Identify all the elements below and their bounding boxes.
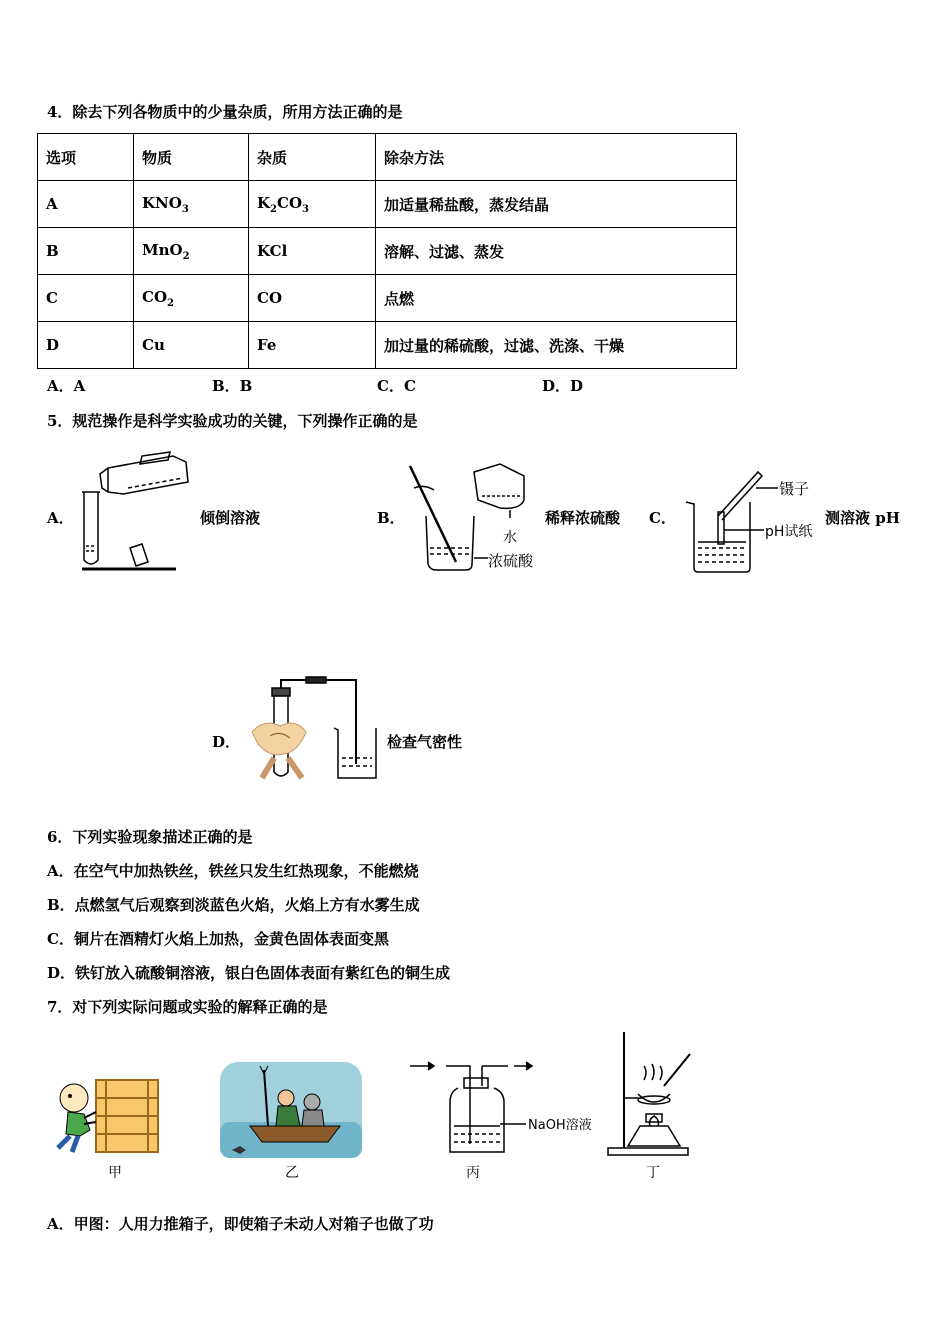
dilute-sulfuric-acid-illustration [400,458,545,576]
tweezers-label: 镊子 [779,480,810,498]
q5-option-c-label[interactable]: C． [649,509,676,527]
q4-choice-c[interactable]: C．C [377,377,416,395]
row-option: A [38,181,134,228]
row-method: 加过量的稀硫酸，过滤、洗涤、干燥 [376,322,737,369]
q7-option-a[interactable]: A．甲图：人用力推箱子，即使箱子未动人对箱子也做了功 [47,1215,434,1233]
header-method: 除杂方法 [376,134,737,181]
row-impurity: KCl [249,228,376,275]
header-substance: 物质 [134,134,249,181]
gas-wash-bottle-illustration [408,1056,606,1160]
table-row [38,275,737,322]
q4-choice-a[interactable]: A．A [47,377,86,395]
ph-paper-label: pH试纸 [765,524,813,540]
row-option: C [38,275,134,322]
conc-acid-label: 浓硫酸 [488,552,534,570]
row-option: B [38,228,134,275]
evaporation-setup-illustration [604,1030,696,1158]
q6-option-c[interactable]: C．铜片在酒精灯火焰上加热，金黄色固体表面变黑 [47,930,389,948]
q4-table [37,133,737,369]
row-option: D [38,322,134,369]
q7-caption-bing: 丙 [466,1165,480,1181]
q4-stem: 4．除去下列各物质中的少量杂质，所用方法正确的是 [47,103,403,121]
q6-option-a[interactable]: A．在空气中加热铁丝，铁丝只发生红热现象，不能燃烧 [47,862,419,880]
push-box-illustration [50,1074,162,1156]
row-substance: Cu [134,322,249,369]
q6-stem: 6．下列实验现象描述正确的是 [47,828,253,846]
naoh-label: NaOH溶液 [528,1118,592,1133]
table-row [38,181,737,228]
table-row [38,322,737,369]
q5-option-b-caption: 稀释浓硫酸 [545,509,621,527]
q6-option-d[interactable]: D．铁钉放入硫酸铜溶液，银白色固体表面有紫红色的铜生成 [47,964,451,982]
q6-option-b[interactable]: B．点燃氢气后观察到淡蓝色火焰，火焰上方有水雾生成 [47,896,420,914]
q7-caption-ding: 丁 [646,1165,660,1181]
q5-option-d-caption: 检查气密性 [387,733,463,751]
q7-caption-yi: 乙 [285,1165,299,1181]
q5-stem: 5．规范操作是科学实验成功的关键，下列操作正确的是 [47,412,418,430]
q7-caption-jia: 甲 [108,1165,122,1181]
airtightness-check-illustration [244,674,384,786]
q5-option-d-label[interactable]: D． [212,733,241,751]
table-header-row [38,134,737,181]
row-impurity: CO [249,275,376,322]
row-substance: MnO$_2$ [134,228,249,275]
row-method: 点燃 [376,275,737,322]
row-impurity: Fe [249,322,376,369]
row-substance: $KNO_3$ [134,181,249,228]
q5-option-c-caption: 测溶液 pH [825,509,900,527]
q5-option-a-caption: 倾倒溶液 [200,509,261,527]
q5-option-b-label[interactable]: B． [377,509,405,527]
row-method: 溶解、过滤、蒸发 [376,228,737,275]
q7-stem: 7．对下列实际问题或实验的解释正确的是 [47,998,328,1016]
measure-ph-illustration [682,468,822,578]
header-impurity: 杂质 [249,134,376,181]
water-label: 水 [503,530,517,546]
header-option: 选项 [38,134,134,181]
table-row [38,228,737,275]
row-substance: $CO_2$ [134,275,249,322]
q4-choice-d[interactable]: D．D [542,377,584,395]
pouring-solution-illustration [78,448,193,574]
row-impurity: $K_2CO_3$ [249,181,376,228]
boat-fishing-illustration [220,1062,362,1158]
q4-choice-b[interactable]: B．B [212,377,253,395]
q5-option-a-label[interactable]: A． [47,509,74,527]
row-method: 加适量稀盐酸，蒸发结晶 [376,181,737,228]
